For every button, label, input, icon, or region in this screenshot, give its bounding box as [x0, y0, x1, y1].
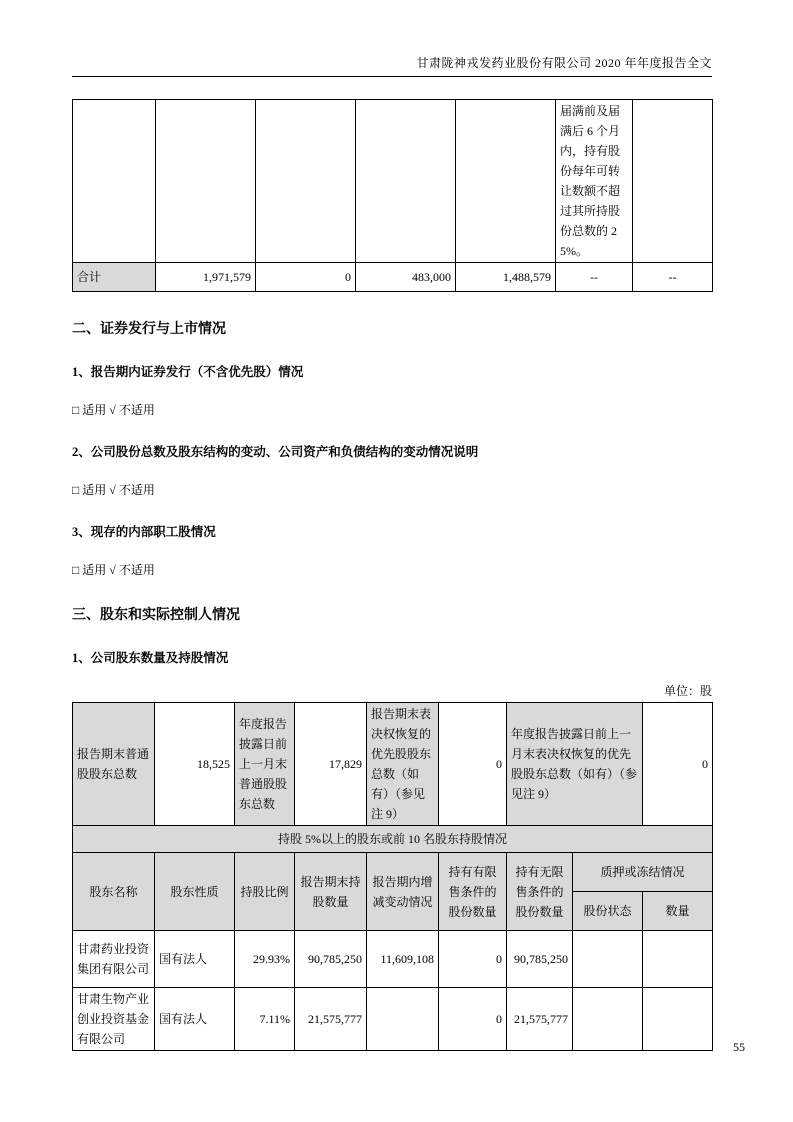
summary-row [73, 703, 713, 826]
col-header-ratio: 持股比例 [235, 853, 295, 931]
content-area [72, 0, 712, 1051]
total-value-cell: 0 [256, 263, 356, 292]
applicable-line: □ 适用 √ 不适用 [72, 483, 155, 497]
section-3-1-title: 1、公司股东数量及持股情况 [72, 651, 229, 665]
col-header-restricted: 持有有限售条件的股份数量 [439, 853, 507, 931]
summary-value-cell: 18,525 [155, 703, 235, 826]
empty-cell [456, 100, 556, 263]
section-2-3-title: 3、现存的内部职工股情况 [72, 525, 216, 539]
applicable-line: □ 适用 √ 不适用 [72, 563, 155, 577]
cell-pledge-status [573, 988, 643, 1051]
summary-value-cell: 17,829 [295, 703, 367, 826]
cell-ratio: 29.93% [235, 931, 295, 988]
total-label-cell: 合计 [73, 263, 156, 292]
page-number: 55 [733, 1040, 745, 1054]
col-header-nature: 股东性质 [155, 853, 235, 931]
total-value-cell: -- [556, 263, 633, 292]
col-header-unrestricted: 持有无限售条件的股份数量 [507, 853, 573, 931]
cell-change [367, 988, 439, 1051]
empty-cell [356, 100, 456, 263]
summary-label-cell: 报告期末普通股股东总数 [73, 703, 155, 826]
total-value-cell: -- [633, 263, 713, 292]
summary-label-cell: 年度报告披露日前上一月末表决权恢复的优先股股东总数（如有）（参见注 9） [507, 703, 643, 826]
unit-label: 单位：股 [663, 684, 712, 698]
lockup-table [72, 99, 713, 292]
empty-cell [256, 100, 356, 263]
empty-cell [73, 100, 156, 263]
shareholder-row [73, 988, 713, 1051]
cell-pledge-status [573, 931, 643, 988]
cell-nature: 国有法人 [155, 931, 235, 988]
header-row [73, 853, 713, 892]
band-title-cell: 持股 5%以上的股东或前 10 名股东持股情况 [73, 826, 713, 853]
summary-value-cell: 0 [439, 703, 507, 826]
cell-restricted: 0 [439, 988, 507, 1051]
table-row [73, 100, 713, 263]
shareholder-row [73, 931, 713, 988]
cell-change: 11,609,108 [367, 931, 439, 988]
total-value-cell: 1,488,579 [456, 263, 556, 292]
cell-unrestricted: 90,785,250 [507, 931, 573, 988]
cell-name: 甘肃生物产业创业投资基金有限公司 [73, 988, 155, 1051]
col-header-name: 股东名称 [73, 853, 155, 931]
empty-cell [156, 100, 256, 263]
cell-pledge-qty [643, 988, 713, 1051]
cell-unrestricted: 21,575,777 [507, 988, 573, 1051]
cell-shares-end: 21,575,777 [295, 988, 367, 1051]
section-2-1-title: 1、报告期内证券发行（不含优先股）情况 [72, 365, 304, 379]
shareholder-table [72, 702, 713, 1051]
col-header-shares-end: 报告期末持股数量 [295, 853, 367, 931]
summary-value-cell: 0 [643, 703, 713, 826]
lockup-note-cell: 届满前及届满后 6 个月内，持有股份每年可转让数额不超过其所持股份总数的 25%。 [556, 100, 633, 263]
summary-label-cell: 年度报告披露日前上一月末普通股股东总数 [235, 703, 295, 826]
col-header-pledge-status: 股份状态 [573, 892, 643, 931]
band-row [73, 826, 713, 853]
summary-label-cell: 报告期末表决权恢复的优先股股东总数（如有）（参见注 9） [367, 703, 439, 826]
document-header: 甘肃陇神戎发药业股份有限公司 2020 年年度报告全文 [72, 54, 712, 77]
section-2-2-title: 2、公司股份总数及股东结构的变动、公司资产和负债结构的变动情况说明 [72, 445, 479, 459]
col-header-pledge-qty: 数量 [643, 892, 713, 931]
cell-nature: 国有法人 [155, 988, 235, 1051]
total-row [73, 263, 713, 292]
applicable-line: □ 适用 √ 不适用 [72, 403, 155, 417]
cell-restricted: 0 [439, 931, 507, 988]
cell-shares-end: 90,785,250 [295, 931, 367, 988]
cell-pledge-qty [643, 931, 713, 988]
cell-name: 甘肃药业投资集团有限公司 [73, 931, 155, 988]
total-value-cell: 1,971,579 [156, 263, 256, 292]
cell-ratio: 7.11% [235, 988, 295, 1051]
total-value-cell: 483,000 [356, 263, 456, 292]
col-header-change: 报告期内增减变动情况 [367, 853, 439, 931]
col-header-pledge: 质押或冻结情况 [573, 853, 713, 892]
empty-cell [633, 100, 713, 263]
section-3-title: 三、股东和实际控制人情况 [72, 608, 240, 623]
section-2-title: 二、证券发行与上市情况 [72, 322, 226, 337]
